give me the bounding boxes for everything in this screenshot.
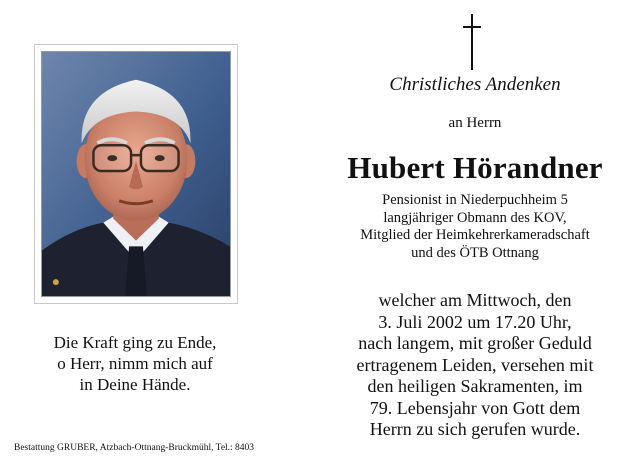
role-line: und des ÖTB Ottnang — [411, 244, 539, 261]
obituary-line: Herrn zu sich gerufen wurde. — [369, 419, 581, 439]
memorial-verse — [30, 332, 240, 395]
memorial-heading: Christliches Andenken — [389, 74, 561, 95]
portrait-frame — [34, 44, 238, 304]
role-line: Mitglied der Heimkehrerkameradschaft — [360, 227, 590, 243]
obituary-line: welcher am Mittwoch, den — [378, 290, 572, 310]
obituary-line: 3. Juli 2002 um 17.20 Uhr, — [378, 311, 572, 332]
deceased-name: Hubert Hörandner — [347, 150, 603, 185]
role-line: langjähriger Obmann des KOV, — [383, 209, 567, 226]
obituary-text — [330, 290, 620, 441]
obituary-line: den heiligen Sakramenten, im — [367, 376, 583, 396]
verse-line: in Deine Hände. — [79, 375, 191, 394]
undertaker-credit: Bestattung GRUBER, Atzbach-Ottnang-Bruckmühl, Tel.: 8403 — [14, 443, 255, 453]
portrait-photo — [41, 51, 231, 297]
obituary-line: nach langem, mit großer Geduld — [358, 333, 592, 353]
verse-line: o Herr, nimm mich auf — [57, 354, 213, 373]
role-line: Pensionist in Niederpuchheim 5 — [382, 192, 568, 208]
verse-line: Die Kraft ging zu Ende, — [53, 333, 217, 352]
salutation: an Herrn — [448, 115, 502, 131]
obituary-line: 79. Lebensjahr von Gott dem — [369, 397, 581, 418]
deceased-roles — [330, 192, 620, 262]
portrait-illustration — [42, 52, 230, 296]
latin-cross-icon — [462, 14, 482, 70]
obituary-line: ertragenem Leiden, versehen mit — [356, 354, 594, 375]
